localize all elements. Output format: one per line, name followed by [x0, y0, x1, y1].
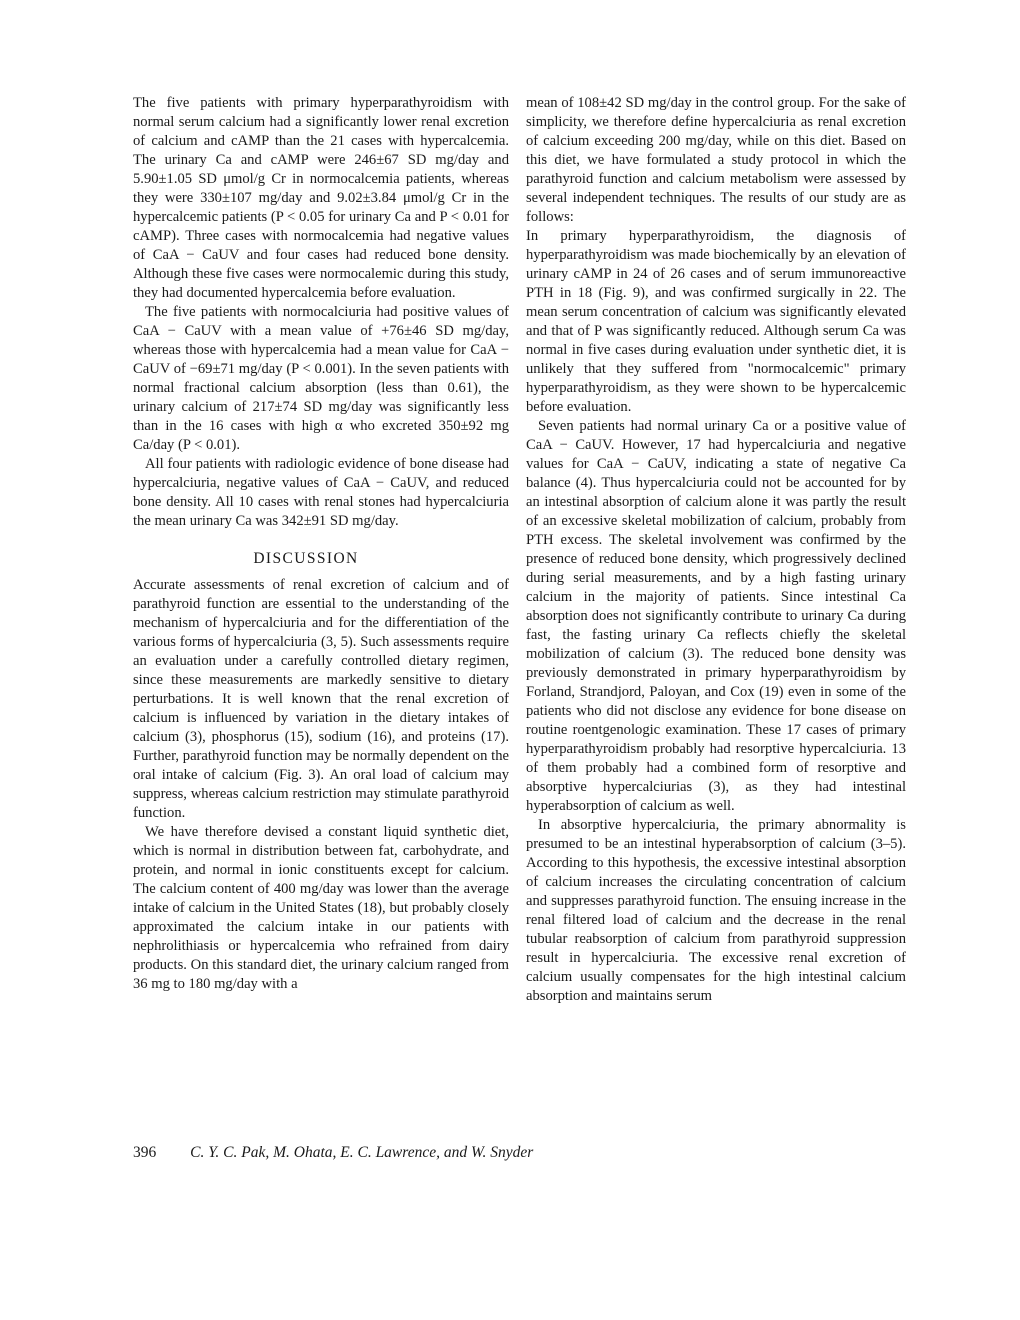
page-number: 396 — [133, 1144, 157, 1161]
running-authors: C. Y. C. Pak, M. Ohata, E. C. Lawrence, and W. Snyder — [190, 1144, 534, 1161]
body-paragraph: We have therefore devised a constant liquid synthetic diet, which is normal in distribution between fat, carbohydrate, and protein, and normal in ionic constituents except for calcium. The calcium content of 400 mg/day was lower than the average intake of calcium in the United States (18), but probably closely approximated the calcium intake in our patients with nephrolithiasis or hypercalcemia who refrained from dairy products. On this standard diet, the urinary calcium ranged from 36 mg to 180 mg/day with a — [133, 824, 509, 992]
body-paragraph: All four patients with radiologic evidence of bone disease had hypercalciuria, negative values of CaA − CaUV, and reduced bone density. All 10 cases with renal stones had hypercalciuria the mean urinary Ca was 342±91 SD mg/day. — [133, 456, 509, 529]
body-paragraph: In absorptive hypercalciuria, the primary abnormality is presumed to be an intestinal hyperabsorption of calcium (3–5). According to this hypothesis, the excessive intestinal absorption of calcium increases the circulating concentration of calcium and suppresses parathyroid function. The ensuing increase in the renal filtered load of calcium and the decrease in the renal tubular reabsorption of calcium from parathyroid suppression result in hypercalciuria. The excessive renal excretion of calcium usually compensates for the high intestinal calcium absorption and maintains serum — [526, 817, 906, 1004]
body-paragraph: Accurate assessments of renal excretion of calcium and of parathyroid function are essential to the understanding of the mechanism of hypercalciuria and for the differentiation of the various forms of hypercalciuria (3, 5). Such assessments require an evaluation under a carefully controlled dietary regimen, since these measurements are markedly sensitive to dietary perturbations. It is well known that the renal excretion of calcium is influenced by variation in the dietary intakes of calcium (3), phosphorus (15), sodium (16), and proteins (17). Further, parathyroid function may be normally dependent on the oral intake of calcium (Fig. 3). An oral load of calcium may suppress, whereas calcium restriction may stimulate parathyroid function. — [133, 577, 509, 821]
body-paragraph: In primary hyperparathyroidism, the diagnosis of hyperparathyroidism was made biochemically by an elevation of urinary cAMP in 24 of 26 cases and of serum immunoreactive PTH in 18 (Fig. 9), and was confirmed surgically in 22. The mean serum concentration of calcium was significantly elevated and that of P was significantly reduced. Although serum Ca was normal in five cases during evaluation under synthetic diet, it is unlikely that they suffered from "normocalcemic" primary hyperparathyroidism, as they were shown to be hypercalcemic before evaluation. — [526, 228, 906, 415]
body-paragraph: The five patients with primary hyperparathyroidism with normal serum calcium had a significantly lower renal excretion of calcium and cAMP than the 21 cases with hypercalcemia. The urinary Ca and cAMP were 246±67 SD mg/day and 5.90±1.05 SD μmol/g Cr in normocalcemia patients, whereas they were 330±107 mg/day and 9.02±3.84 μmol/g Cr in the hypercalcemic patients (P < 0.05 for urinary Ca and P < 0.01 for cAMP). Three cases with normocalcemia had negative values of CaA − CaUV and four cases had reduced bone density. Although these five cases were normocalemic during this study, they had documented hypercalcemia before evaluation. — [133, 95, 509, 301]
section-heading-discussion: DISCUSSION — [253, 550, 359, 567]
body-paragraph: The five patients with normocalciuria had positive values of CaA − CaUV with a mean value of +76±46 SD mg/day, whereas those with hypercalcemia had a mean value for CaA − CaUV of −69±71 mg/day (P < 0.001). In the seven patients with normal fractional calcium absorption (less than 0.61), the urinary calcium of 217±74 SD mg/day was significantly less than in the 16 cases with high α who excreted 350±92 mg Ca/day (P < 0.01). — [133, 304, 509, 453]
body-paragraph: mean of 108±42 SD mg/day in the control group. For the sake of simplicity, we therefore define hypercalciuria as renal excretion of calcium exceeding 200 mg/day, while on this diet. Based on this diet, we have formulated a study protocol in which the parathyroid function and calcium metabolism were assessed by several independent techniques. The results of our study are as follows: — [526, 95, 906, 225]
body-paragraph: Seven patients had normal urinary Ca or a positive value of CaA − CaUV. However, 17 had hypercalciuria and negative values for CaA − CaUV, indicating a state of negative Ca balance (4). Thus hypercalciuria could not be accounted for by an intestinal absorption of calcium alone it was partly the result of an excessive skeletal mobilization of calcium, probably from PTH excess. The skeletal involvement was confirmed by the presence of reduced bone density, which progressively declined during serial measurements, and by a high fasting urinary calcium in the majority of patients. Since intestinal Ca absorption does not significantly contribute to urinary Ca during fast, the fasting urinary Ca reflects chiefly the skeletal mobilization of calcium (3). The reduced bone density was previously demonstrated in primary hyperparathyroidism by Forland, Strandjord, Paloyan, and Cox (19) even in some of the patients who did not disclose any evidence for bone disease on routine roentgenologic examination. These 17 cases of primary hyperparathyroidism probably had resorptive hypercalciuria. 13 of them probably had a combined form of resorptive and absorptive hypercalciurias (3), as they had intestinal hyperabsorption of calcium as well. — [526, 418, 906, 814]
right-column — [526, 94, 906, 1006]
page-footer — [133, 1144, 533, 1162]
left-column — [133, 94, 509, 994]
